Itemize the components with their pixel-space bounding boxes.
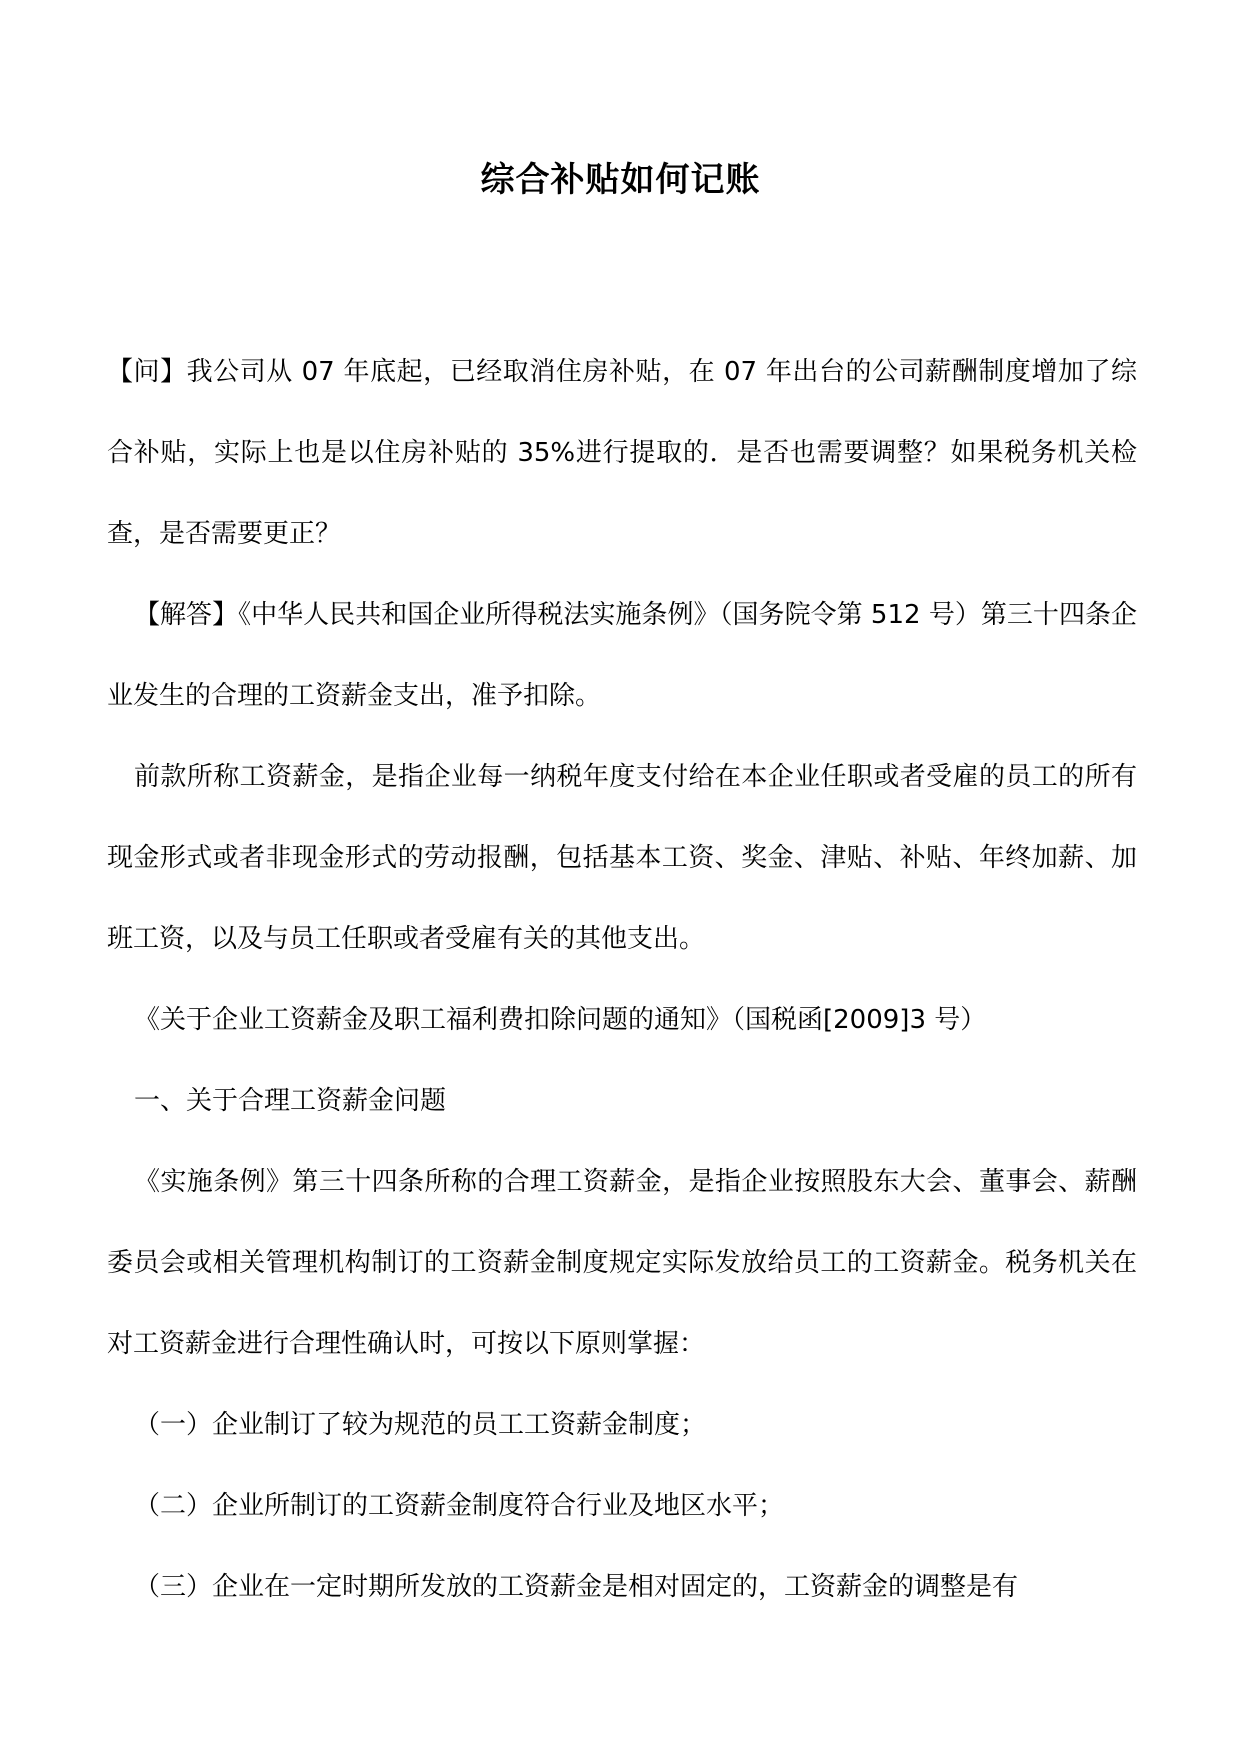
- page-title: 综合补贴如何记账: [480, 160, 761, 200]
- paragraph-question: 【问】我公司从 07 年底起，已经取消住房补贴，在 07 年出台的公司薪酬制度增加了综合补贴，实际上也是以住房补贴的 35%进行提取的．是否也需要调整？如果税务机关检查，是否需要更正？: [107, 357, 1137, 549]
- list-item-principle-1: （一）企业制订了较为规范的员工工资薪金制度；: [134, 1410, 707, 1440]
- paragraph-reasonable-wages: 《实施条例》第三十四条所称的合理工资薪金，是指企业按照股东大会、董事会、薪酬委员会或相关管理机构制订的工资薪金制度规定实际发放给员工的工资薪金。税务机关在对工资薪金进行合理性确认时，可按以下原则掌握：: [107, 1167, 1137, 1359]
- list-item-principle-2: （二）企业所制订的工资薪金制度符合行业及地区水平；: [134, 1491, 785, 1521]
- paragraph-answer: 【解答】《中华人民共和国企业所得税法实施条例》（国务院令第 512 号）第三十四条企业发生的合理的工资薪金支出，准予扣除。: [107, 600, 1137, 711]
- section-heading-reasonable-wages: 一、关于合理工资薪金问题: [134, 1086, 447, 1116]
- paragraph-notice-reference: 《关于企业工资薪金及职工福利费扣除问题的通知》（国税函[2009]3 号）: [134, 1005, 987, 1035]
- paragraph-wage-definition: 前款所称工资薪金，是指企业每一纳税年度支付给在本企业任职或者受雇的员工的所有现金形式或者非现金形式的劳动报酬，包括基本工资、奖金、津贴、补贴、年终加薪、加班工资，以及与员工任职或者受雇有关的其他支出。: [107, 762, 1137, 954]
- document-body: [107, 332, 1137, 1628]
- list-item-principle-3: （三）企业在一定时期所发放的工资薪金是相对固定的，工资薪金的调整是有: [134, 1572, 1019, 1602]
